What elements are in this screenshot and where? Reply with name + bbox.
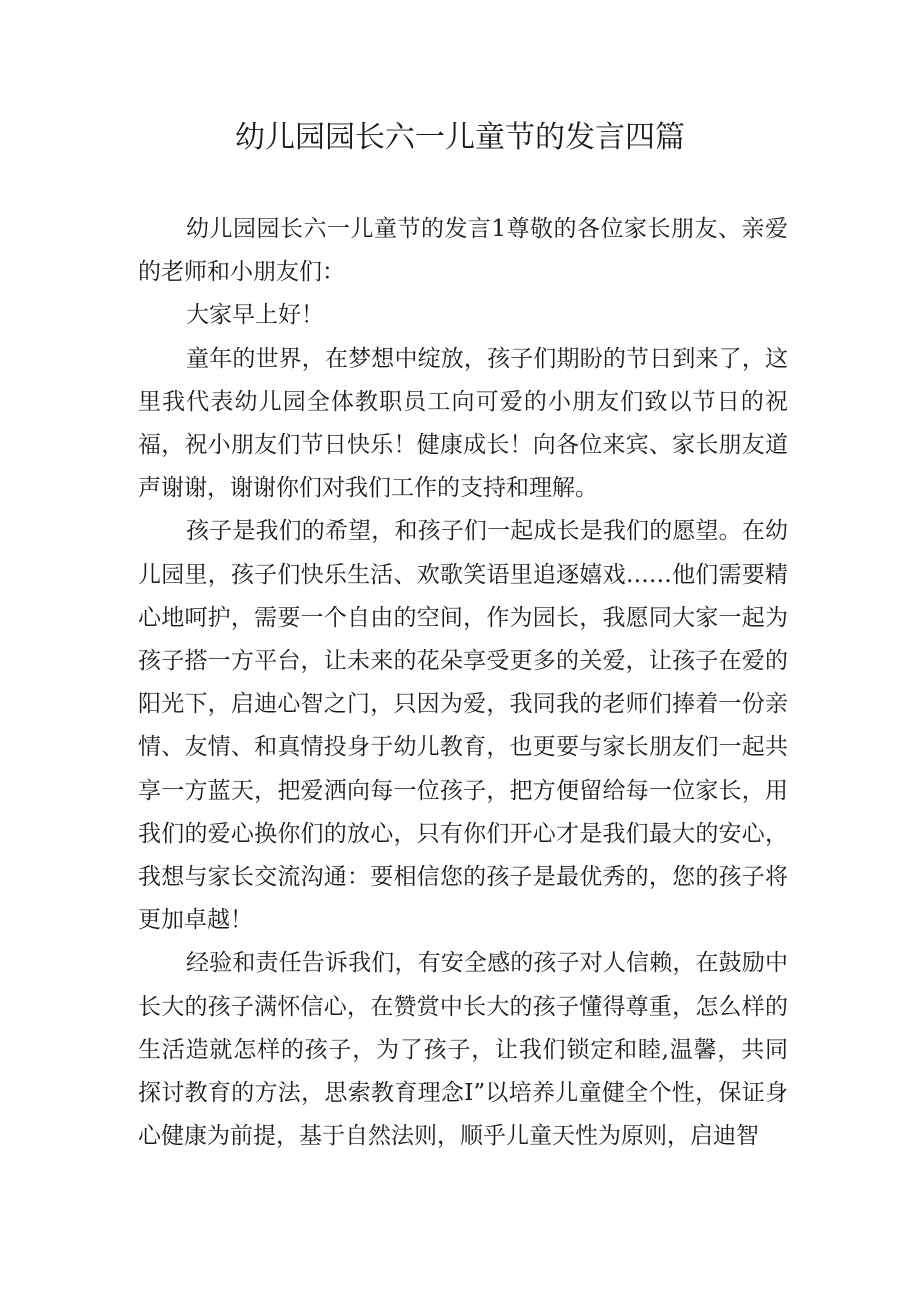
paragraph-childhood: 童年的世界，在梦想中绽放，孩子们期盼的节日到来了，这里我代表幼儿园全体教职员工向可爱的小朋友们致以节日的祝福，祝小朋友们节日快乐！健康成长！向各位来宾、家长朋友道声谢谢，谢谢你们对我们工作的支持和理解。 <box>138 345 788 502</box>
paragraph-experience: 经验和责任告诉我们，有安全感的孩子对人信赖，在鼓励中长大的孩子满怀信心，在赞赏中长大的孩子懂得尊重，怎么样的生活造就怎样的孩子，为了孩子，让我们锁定和睦,温馨，共同探讨教育的方法，思索教育理念I”以培养儿童健全个性，保证身心健康为前提，基于自然法则，顺乎儿童天性为原则，启迪智 <box>138 950 788 1150</box>
paragraph-greeting: 大家早上好！ <box>186 302 324 329</box>
document-body <box>138 208 788 1158</box>
paragraph-hope: 孩子是我们的希望，和孩子们一起成长是我们的愿望。在幼儿园里，孩子们快乐生活、欢歌笑语里追逐嬉戏……他们需要精心地呵护，需要一个自由的空间，作为园长，我愿同大家一起为孩子搭一方平台，让未来的花朵享受更多的关爱，让孩子在爱的阳光下，启迪心智之门，只因为爱，我同我的老师们捧着一份亲情、友情、和真情投身于幼儿教育，也更要与家长朋友们一起共享一方蓝天，把爱洒向每一位孩子，把方便留给每一位家长，用我们的爱心换你们的放心，只有你们开心才是我们最大的安心，我想与家长交流沟通：要相信您的孩子是最优秀的，您的孩子将更加卓越！ <box>138 518 788 934</box>
document-title: 幼儿园园长六一儿童节的发言四篇 <box>235 120 685 155</box>
paragraph-opening: 幼儿园园长六一儿童节的发言1尊敬的各位家长朋友、亲爱的老师和小朋友们： <box>138 216 788 286</box>
